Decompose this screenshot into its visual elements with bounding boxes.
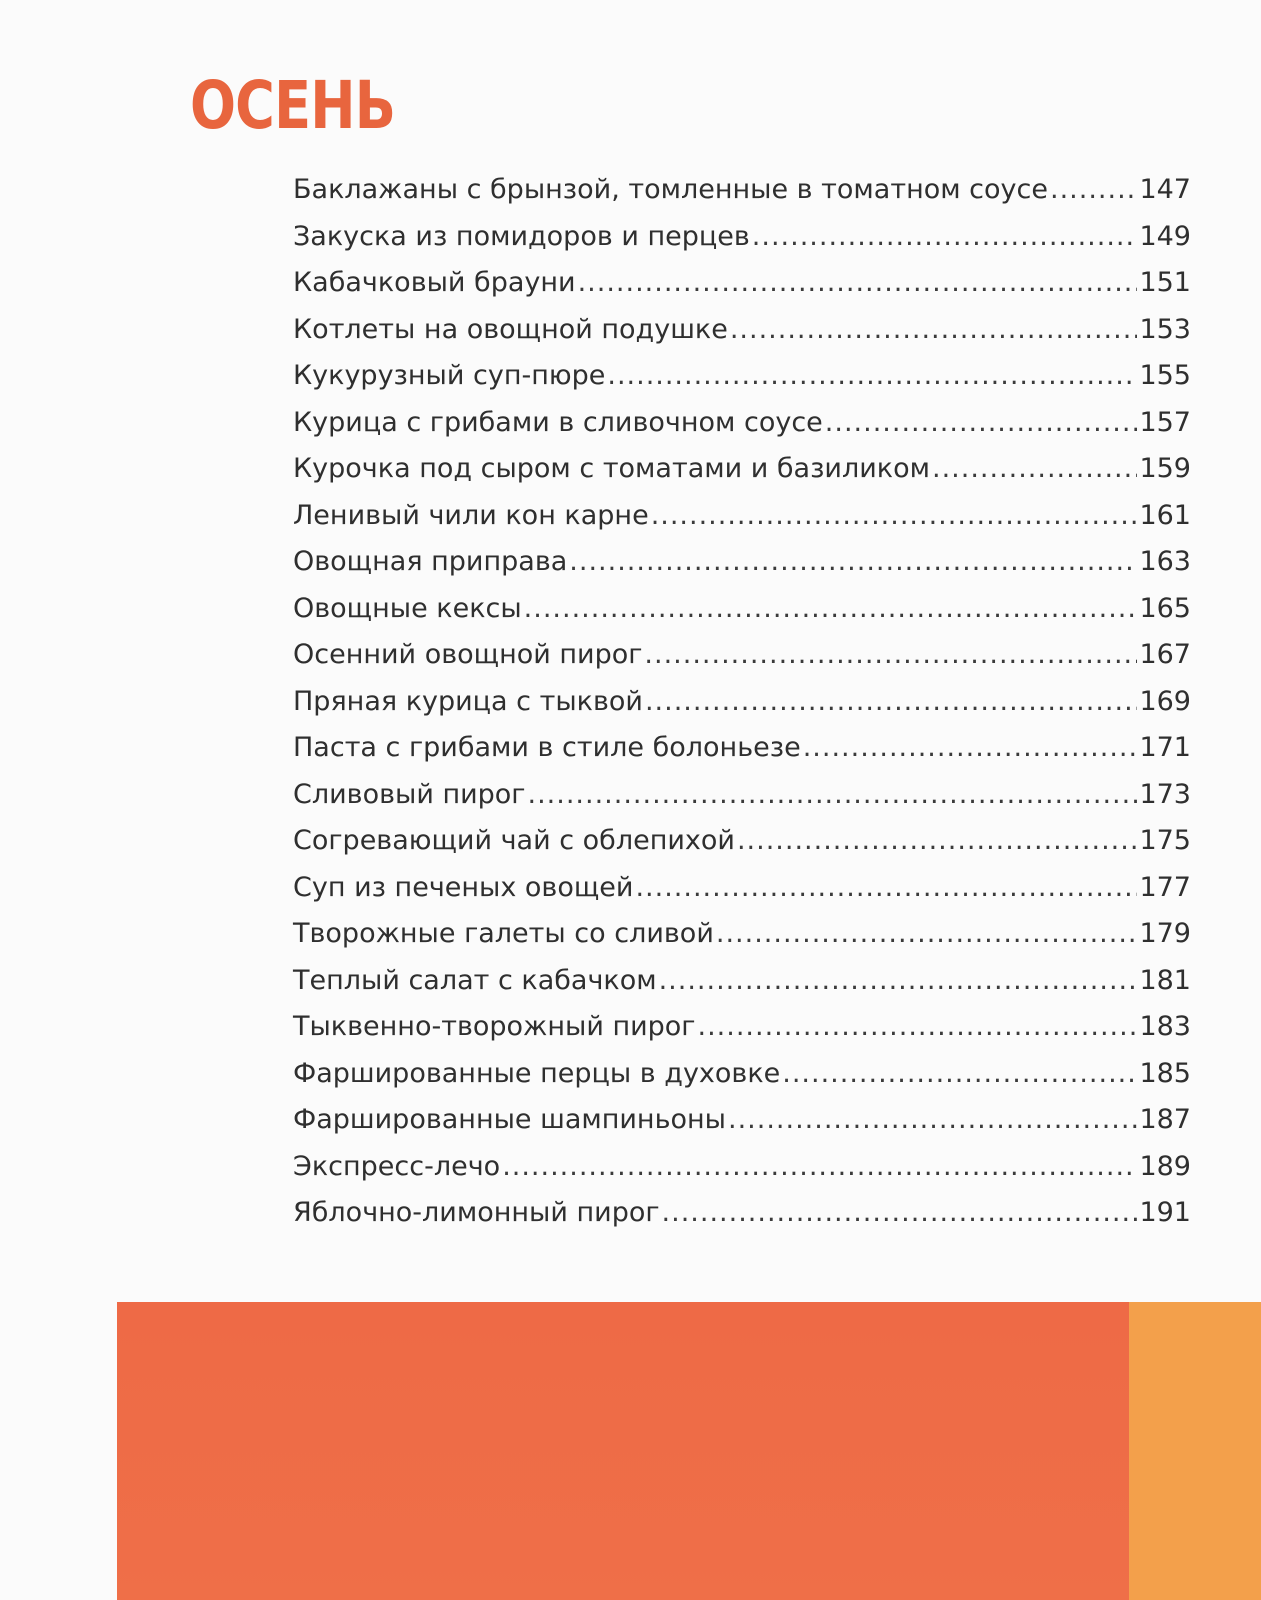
toc-dot-leader: [528, 772, 1138, 819]
toc-entry-title: Экспресс-лечо: [293, 1150, 501, 1182]
toc-entry-title: Творожные галеты со сливой: [293, 918, 714, 949]
toc-entry-title: Сливовый пирог: [293, 778, 526, 810]
toc-entry-title: Паста с грибами в стиле болоньезе: [293, 732, 801, 763]
toc-entry-title: Курочка под сыром с томатами и базиликом: [293, 453, 930, 484]
toc-dot-leader: [1050, 167, 1137, 214]
toc-entry[interactable]: [293, 1190, 1191, 1237]
toc-entry[interactable]: [293, 679, 1191, 726]
toc-page-number: 169: [1139, 685, 1191, 717]
toc-page-number: 171: [1139, 732, 1191, 763]
toc-entry-title: Овощная приправа: [293, 546, 568, 577]
toc-dot-leader: [659, 958, 1138, 1005]
toc-entry-title: Курица с грибами в сливочном соусе: [293, 406, 823, 438]
toc-entry[interactable]: [293, 1097, 1191, 1144]
toc-entry[interactable]: [293, 958, 1191, 1005]
toc-entry-title: Кабачковый брауни: [293, 267, 576, 298]
toc-page-number: 153: [1139, 313, 1191, 345]
toc-entry[interactable]: [293, 865, 1191, 912]
toc-entry[interactable]: [293, 400, 1191, 447]
toc-entry[interactable]: [293, 260, 1191, 307]
toc-dot-leader: [698, 1004, 1138, 1051]
toc-entry[interactable]: [293, 911, 1191, 958]
toc-entry[interactable]: [293, 493, 1191, 540]
toc-dot-leader: [932, 446, 1137, 493]
toc-entry[interactable]: [293, 446, 1191, 493]
toc-entry-title: Яблочно-лимонный пирог: [293, 1197, 660, 1228]
toc-page-number: 173: [1139, 778, 1191, 810]
decorative-amber-band: [1129, 1302, 1261, 1600]
toc-dot-leader: [737, 818, 1138, 865]
toc-dot-leader: [524, 586, 1138, 633]
toc-dot-leader: [645, 679, 1138, 726]
toc-dot-leader: [716, 911, 1138, 958]
toc-page-number: 161: [1139, 499, 1191, 531]
toc-dot-leader: [825, 400, 1138, 447]
toc-page-number: 175: [1139, 825, 1191, 856]
toc-entry[interactable]: [293, 307, 1191, 354]
toc-page-number: 187: [1139, 1104, 1191, 1135]
toc-dot-leader: [651, 493, 1138, 540]
toc-page-number: 155: [1139, 360, 1191, 391]
toc-entry[interactable]: [293, 167, 1191, 214]
toc-page-number: 191: [1139, 1197, 1191, 1228]
toc-page-number: 189: [1139, 1150, 1191, 1182]
toc-page-number: 183: [1139, 1011, 1191, 1042]
toc-entry[interactable]: [293, 1004, 1191, 1051]
toc-page-number: 163: [1139, 546, 1191, 577]
toc-entry-title: Ленивый чили кон карне: [293, 499, 649, 531]
toc-entry[interactable]: [293, 1051, 1191, 1098]
toc-entry[interactable]: [293, 725, 1191, 772]
toc-page-number: 185: [1139, 1057, 1191, 1089]
toc-entry-title: Фаршированные шампиньоны: [293, 1104, 726, 1135]
toc-dot-leader: [635, 865, 1137, 912]
toc-dot-leader: [644, 632, 1137, 679]
toc-page-number: 165: [1139, 592, 1191, 624]
toc-entry-title: Теплый салат с кабачком: [293, 964, 657, 996]
toc-dot-leader: [502, 1144, 1137, 1191]
toc-entry-title: Суп из печеных овощей: [293, 871, 634, 903]
toc-dot-leader: [569, 539, 1137, 586]
toc-entry-title: Фаршированные перцы в духовке: [293, 1057, 781, 1089]
toc-dot-leader: [662, 1190, 1138, 1237]
toc-entry[interactable]: [293, 586, 1191, 633]
toc-entry-title: Баклажаны с брынзой, томленные в томатном соусе: [293, 174, 1048, 205]
toc-entry[interactable]: [293, 539, 1191, 586]
toc-page-number: 147: [1139, 174, 1191, 205]
toc-entry[interactable]: [293, 818, 1191, 865]
toc-entry-title: Согревающий чай с облепихой: [293, 825, 735, 856]
toc-page-number: 177: [1139, 871, 1191, 903]
toc-dot-leader: [578, 260, 1138, 307]
toc-dot-leader: [803, 725, 1138, 772]
toc-page-number: 181: [1139, 964, 1191, 996]
toc-dot-leader: [752, 214, 1138, 261]
table-of-contents: [293, 167, 1191, 1237]
toc-entry-title: Осенний овощной пирог: [293, 639, 643, 670]
toc-entry-title: Тыквенно-творожный пирог: [293, 1011, 696, 1042]
toc-entry[interactable]: [293, 214, 1191, 261]
toc-dot-leader: [607, 353, 1137, 400]
toc-dot-leader: [782, 1051, 1137, 1098]
toc-page-number: 179: [1139, 918, 1191, 949]
toc-entry[interactable]: [293, 772, 1191, 819]
toc-page-number: 167: [1139, 639, 1191, 670]
toc-entry-title: Овощные кексы: [293, 592, 522, 624]
toc-entry-title: Котлеты на овощной подушке: [293, 313, 728, 345]
toc-page-number: 157: [1139, 406, 1191, 438]
toc-entry[interactable]: [293, 632, 1191, 679]
toc-entry-title: Пряная курица с тыквой: [293, 685, 643, 717]
toc-entry[interactable]: [293, 1144, 1191, 1191]
toc-page-number: 151: [1139, 267, 1191, 298]
toc-entry[interactable]: [293, 353, 1191, 400]
decorative-orange-band: [117, 1302, 1129, 1600]
section-title: ОСЕНЬ: [190, 67, 396, 144]
toc-page-number: 159: [1139, 453, 1191, 484]
toc-entry-title: Закуска из помидоров и перцев: [293, 220, 750, 252]
toc-page-number: 149: [1139, 220, 1191, 252]
toc-entry-title: Кукурузный суп-пюре: [293, 360, 606, 391]
toc-dot-leader: [730, 307, 1138, 354]
toc-dot-leader: [728, 1097, 1137, 1144]
